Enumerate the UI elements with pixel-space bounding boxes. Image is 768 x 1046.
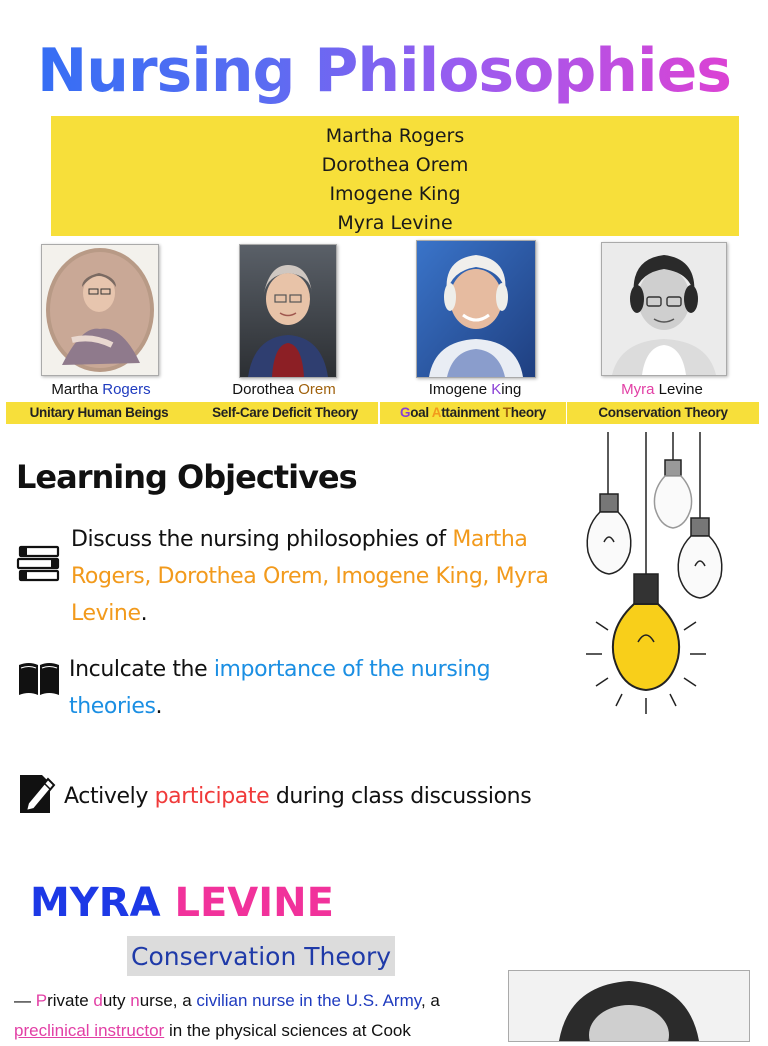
name-label: Myra Levine <box>621 381 703 398</box>
portrait-levine-large <box>508 970 750 1042</box>
section-subtitle: Conservation Theory <box>127 936 395 976</box>
bio-line-1: — Private duty nurse, a civilian nurse in the U.S. Army, a <box>14 991 440 1010</box>
theorist-name: Dorothea Orem <box>321 154 469 176</box>
theory-label: Unitary Human Beings <box>6 402 192 424</box>
portrait-levine <box>601 242 727 376</box>
portrait-rogers <box>41 244 159 376</box>
page-title: Nursing Philosophies <box>0 36 768 106</box>
pencil-note-icon <box>18 773 58 815</box>
light-bulbs-icon <box>578 432 768 722</box>
name-label: Dorothea Orem <box>232 381 336 398</box>
theorist-name: Martha Rogers <box>325 125 465 147</box>
portrait-king <box>416 240 536 378</box>
theorist-name: Myra Levine <box>337 212 453 234</box>
theory-label: Self-Care Deficit Theory <box>192 402 378 424</box>
name-label: Imogene King <box>428 381 522 398</box>
theorist-name: Imogene King <box>329 183 461 205</box>
theory-label: Goal Attainment Theory <box>380 402 566 424</box>
objectives-title: Learning Objectives <box>16 458 357 496</box>
portrait-orem <box>239 244 337 378</box>
objective-2: Inculcate the importance of the nursing theories. <box>69 657 491 719</box>
bio-line-2: preclinical instructor in the physical sciences at Cook <box>14 1021 411 1040</box>
section-heading: MYRA LEVINE <box>30 880 334 926</box>
open-book-icon <box>17 659 61 697</box>
objective-3: Actively participate during class discussions <box>64 784 532 809</box>
bio-text <box>14 986 484 1046</box>
theory-label: Conservation Theory <box>567 402 759 424</box>
theorists-box <box>51 116 739 236</box>
objective-1: Discuss the nursing philosophies of Martha Rogers, Dorothea Orem, Imogene King, Myra Levine. <box>71 527 549 626</box>
name-label: Martha Rogers <box>51 381 151 398</box>
books-icon <box>16 543 62 585</box>
